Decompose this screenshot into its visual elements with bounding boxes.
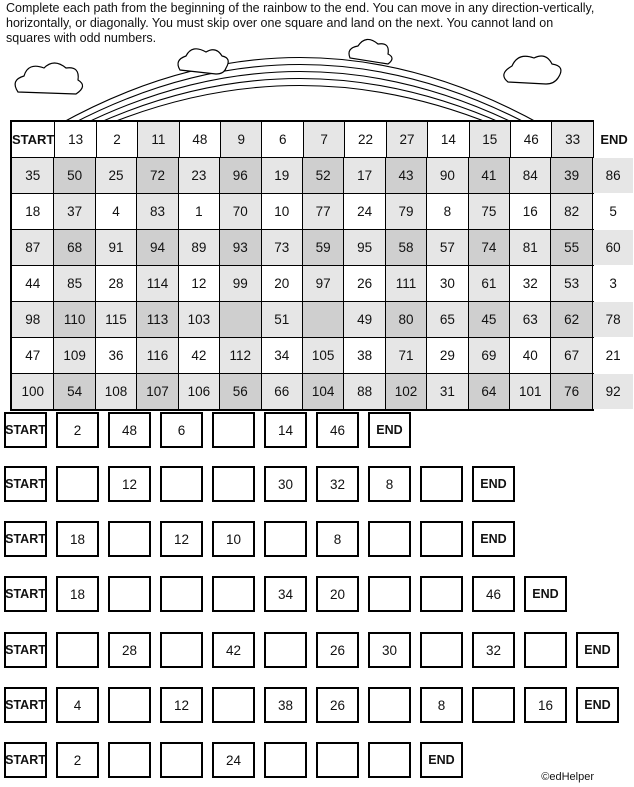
grid-cell: 56 [219,374,260,409]
grid-cell: 47 [12,338,53,373]
path-end-box: END [368,412,411,448]
path-given-box: 26 [316,632,359,668]
grid-cell: 60 [592,230,633,265]
path-answer-box[interactable] [420,521,463,557]
grid-cell: 22 [344,122,385,157]
grid-cell: 99 [219,266,260,301]
grid-cell: 80 [385,302,426,337]
grid-cell: 111 [385,266,426,301]
grid-cell: 42 [178,338,219,373]
grid-cell: 41 [468,158,509,193]
path-given-box: 28 [108,632,151,668]
path-given-box: 30 [264,466,307,502]
path-answer-box[interactable] [368,742,411,778]
grid-cell: 7 [303,122,344,157]
grid-cell: 104 [302,374,343,409]
path-answer-box[interactable] [264,632,307,668]
grid-cell: 94 [136,230,177,265]
path-row [4,412,411,448]
path-end-box: END [420,742,463,778]
grid-cell: 52 [302,158,343,193]
path-answer-box[interactable] [160,576,203,612]
grid-cell: 30 [426,266,467,301]
path-given-box: 18 [56,576,99,612]
grid-cell: 75 [468,194,509,229]
grid-cell: 108 [95,374,136,409]
grid-cell: 69 [468,338,509,373]
grid-cell: 81 [509,230,550,265]
path-given-box: 46 [316,412,359,448]
grid-row [12,265,617,301]
path-answer-box[interactable] [108,576,151,612]
grid-cell: 116 [136,338,177,373]
grid-cell: 31 [426,374,467,409]
grid-cell: 78 [592,302,633,337]
grid-cell: 23 [178,158,219,193]
grid-cell: 76 [550,374,591,409]
grid-cell: 70 [219,194,260,229]
grid-cell: 95 [343,230,384,265]
instructions: Complete each path from the beginning of the rainbow to the end. You can move in any direction-vertically, horizontally, or diagonally. You must skip over one square and land on the next. You cannot land on squares with odd numbers. [6,1,595,45]
grid-cell: 12 [178,266,219,301]
grid-cell: 64 [468,374,509,409]
grid-cell: 68 [53,230,94,265]
number-grid [10,120,628,411]
grid-cell: 2 [96,122,137,157]
path-given-box: 12 [108,466,151,502]
grid-cell: 24 [343,194,384,229]
grid-row [12,229,621,265]
grid-cell: 4 [95,194,136,229]
grid-cell: 93 [219,230,260,265]
grid-cell: 5 [592,194,633,229]
grid-cell: 33 [551,122,592,157]
grid-cell: 55 [550,230,591,265]
path-given-box: 14 [264,412,307,448]
grid-cell: 77 [302,194,343,229]
path-end-box: END [576,687,619,723]
grid-cell: 48 [179,122,220,157]
path-given-box: 38 [264,687,307,723]
grid-cell: 1 [178,194,219,229]
path-answer-box[interactable] [160,632,203,668]
grid-cell: 29 [426,338,467,373]
path-answer-box[interactable] [212,412,255,448]
path-answer-box[interactable] [264,742,307,778]
grid-cell: 32 [509,266,550,301]
grid-cell: 37 [53,194,94,229]
path-given-box: 10 [212,521,255,557]
grid-cell: 9 [220,122,261,157]
grid-cell: 45 [468,302,509,337]
path-row [4,632,619,668]
grid-cell: 105 [302,338,343,373]
grid-cell: 14 [427,122,468,157]
path-row [4,466,515,502]
path-start-box: START [4,687,47,723]
path-given-box: 32 [316,466,359,502]
grid-cell: 10 [261,194,302,229]
grid-cell: 91 [95,230,136,265]
grid-cell: 6 [261,122,302,157]
grid-cell: 53 [550,266,591,301]
grid-cell: 82 [550,194,591,229]
grid-cell: 102 [385,374,426,409]
path-answer-box[interactable] [264,521,307,557]
grid-cell: 113 [136,302,177,337]
path-end-box: END [472,521,515,557]
path-answer-box[interactable] [316,742,359,778]
path-row [4,687,619,723]
grid-cell: 85 [53,266,94,301]
path-given-box: 6 [160,412,203,448]
grid-cell: 103 [178,302,219,337]
grid-cell: 90 [426,158,467,193]
path-given-box: 8 [420,687,463,723]
grid-cell: 100 [12,374,53,409]
grid-cell: 73 [261,230,302,265]
path-given-box: 26 [316,687,359,723]
path-given-box: 20 [316,576,359,612]
path-given-box: 18 [56,521,99,557]
path-answer-box[interactable] [420,576,463,612]
grid-cell: 89 [178,230,219,265]
grid-cell: 74 [468,230,509,265]
path-given-box: 30 [368,632,411,668]
grid-cell: 17 [343,158,384,193]
grid-cell: 49 [343,302,384,337]
path-given-box: 4 [56,687,99,723]
grid-cell: 87 [12,230,53,265]
grid-cell: 39 [550,158,591,193]
path-answer-box[interactable] [108,742,151,778]
grid-cell: 36 [95,338,136,373]
grid-cell: 11 [137,122,178,157]
grid-cell: 35 [12,158,53,193]
path-answer-box[interactable] [56,632,99,668]
grid-cell: 106 [178,374,219,409]
grid-cell: 18 [12,194,53,229]
grid-cell: 84 [509,158,550,193]
grid-cell: 97 [302,266,343,301]
grid-cell: 72 [136,158,177,193]
grid-end-cell: END [593,122,634,157]
path-answer-box[interactable] [368,576,411,612]
grid-cell: 43 [385,158,426,193]
grid-cell: 86 [592,158,633,193]
grid-cell [219,302,260,337]
grid-cell: 96 [219,158,260,193]
path-given-box: 16 [524,687,567,723]
path-given-box: 8 [368,466,411,502]
grid-cell: 34 [261,338,302,373]
path-given-box: 42 [212,632,255,668]
path-end-box: END [524,576,567,612]
path-answer-box[interactable] [472,687,515,723]
grid-cell [302,302,343,337]
grid-row [12,373,621,409]
grid-row [12,157,621,193]
path-row [4,576,567,612]
path-given-box: 32 [472,632,515,668]
copyright: ©edHelper [541,771,594,783]
path-answer-box[interactable] [368,687,411,723]
grid-cell: 110 [53,302,94,337]
grid-row [12,337,621,373]
path-answer-box[interactable] [212,687,255,723]
grid-cell: 46 [510,122,551,157]
path-given-box: 46 [472,576,515,612]
grid-cell: 57 [426,230,467,265]
path-given-box: 2 [56,412,99,448]
path-answer-box[interactable] [108,687,151,723]
grid-cell: 26 [343,266,384,301]
path-answer-box[interactable] [420,466,463,502]
grid-cell: 71 [385,338,426,373]
grid-cell: 112 [219,338,260,373]
grid-cell: 67 [550,338,591,373]
grid-cell: 98 [12,302,53,337]
grid-cell: 50 [53,158,94,193]
path-start-box: START [4,466,47,502]
grid-cell: 83 [136,194,177,229]
path-start-box: START [4,576,47,612]
grid-cell: 20 [261,266,302,301]
grid-cell: 101 [509,374,550,409]
grid-cell: 21 [592,338,633,373]
grid-cell: 59 [302,230,343,265]
path-given-box: 24 [212,742,255,778]
path-given-box: 2 [56,742,99,778]
grid-cell: 38 [343,338,384,373]
grid-cell: 15 [469,122,510,157]
path-given-box: 12 [160,687,203,723]
path-end-box: END [472,466,515,502]
path-answer-box[interactable] [160,466,203,502]
grid-cell: 51 [261,302,302,337]
path-answer-box[interactable] [368,521,411,557]
path-answer-box[interactable] [420,632,463,668]
path-answer-box[interactable] [212,466,255,502]
grid-cell: 115 [95,302,136,337]
grid-cell: 19 [261,158,302,193]
grid-start-cell: START [12,122,54,157]
grid-cell: 25 [95,158,136,193]
grid-cell: 16 [509,194,550,229]
path-row [4,742,463,778]
grid-cell: 88 [343,374,384,409]
grid-cell: 62 [550,302,591,337]
grid-cell: 27 [386,122,427,157]
grid-row [12,122,628,157]
path-start-box: START [4,521,47,557]
grid-cell: 65 [426,302,467,337]
path-answer-box[interactable] [108,521,151,557]
grid-cell: 8 [426,194,467,229]
path-answer-box[interactable] [524,632,567,668]
grid-cell: 92 [592,374,633,409]
path-answer-box[interactable] [212,576,255,612]
grid-cell: 44 [12,266,53,301]
grid-cell: 54 [53,374,94,409]
grid-cell: 66 [261,374,302,409]
path-answer-box[interactable] [56,466,99,502]
path-start-box: START [4,632,47,668]
grid-cell: 114 [136,266,177,301]
grid-cell: 61 [468,266,509,301]
path-start-box: START [4,742,47,778]
path-start-box: START [4,412,47,448]
path-given-box: 48 [108,412,151,448]
grid-cell: 58 [385,230,426,265]
rainbow-illustration [0,0,600,130]
grid-cell: 107 [136,374,177,409]
grid-cell: 40 [509,338,550,373]
grid-cell: 79 [385,194,426,229]
path-given-box: 8 [316,521,359,557]
path-given-box: 34 [264,576,307,612]
grid-cell: 109 [53,338,94,373]
path-answer-box[interactable] [160,742,203,778]
grid-cell: 13 [54,122,95,157]
grid-cell: 3 [592,266,633,301]
grid-row [12,193,617,229]
grid-row [12,301,621,337]
path-row [4,521,515,557]
grid-cell: 28 [95,266,136,301]
path-given-box: 12 [160,521,203,557]
grid-cell: 63 [509,302,550,337]
path-end-box: END [576,632,619,668]
